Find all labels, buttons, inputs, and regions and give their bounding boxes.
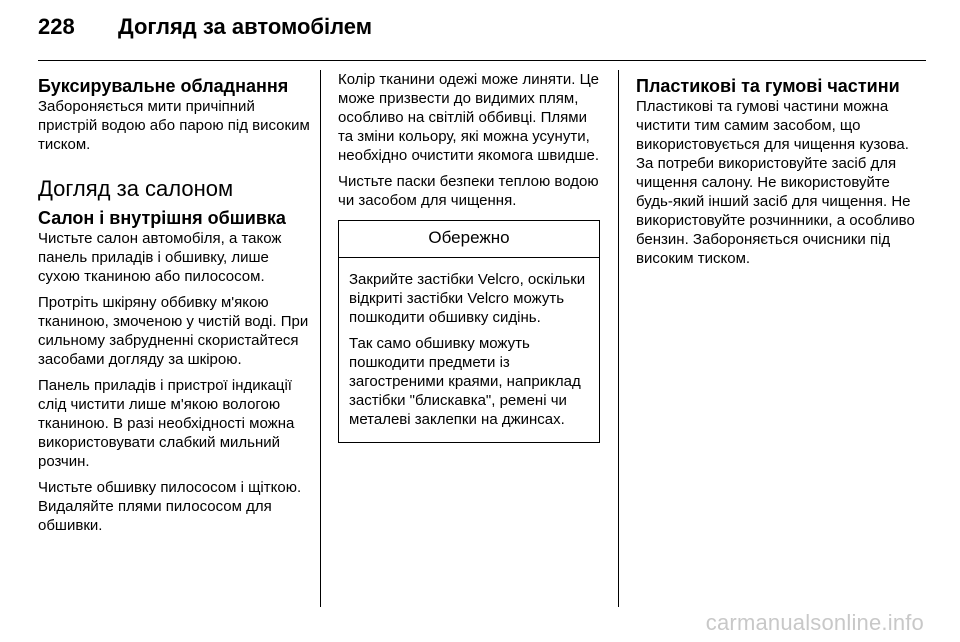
towing-text: Забороняється мити причіпний пристрій водою або парою під високим тиском. <box>38 98 310 153</box>
column-3 <box>636 70 926 275</box>
page-number: 228 <box>38 14 75 39</box>
plastic-paragraph: Пластикові та гумові частини можна чистити тим самим засобом, що використовується для чищення кузова. За потреби використовуйте засіб для чищення салону. Не використовуйте будь-який інший засіб для чищення. Не використовуйте розчинники, а особливо бензин. Забороняється очисники під високим тиском. <box>636 98 915 267</box>
section-heading: Догляд за салоном <box>38 176 234 201</box>
fabric-paragraph: Колір тканини одежі може линяти. Це може призвести до видимих плям, особливо на світлій оббивці. Плями та зміни кольору, які можна усунути, необхідно очистити якомога швидше. <box>338 71 600 164</box>
interior-paragraph-3: Панель приладів і пристрої індикації слід чистити лише м'якою вологою тканиною. В разі необхідності можна використовувати слабкий мильний розчин. <box>38 377 295 470</box>
column-2 <box>338 70 602 443</box>
interior-paragraph-4: Чистьте обшивку пилососом і щіткою. Видаляйте плями пилососом для обшивки. <box>38 479 302 534</box>
column-divider-2 <box>618 70 619 607</box>
running-title: Догляд за автомобілем <box>118 14 373 39</box>
caution-title: Обережно <box>339 221 599 258</box>
caution-box <box>338 220 600 443</box>
column-1 <box>38 70 310 542</box>
seatbelt-paragraph: Чистьте паски безпеки теплою водою чи засобом для чищення. <box>338 173 599 209</box>
column-divider-1 <box>320 70 321 607</box>
caution-paragraph-1: Закрийте застібки Velcro, оскільки відкриті застібки Velcro можуть пошкодити обшивку сидінь. <box>349 271 586 326</box>
interior-paragraph-1: Чистьте салон автомобіля, а також панель приладів і обшивку, лише сухою тканиною або пилососом. <box>38 230 282 285</box>
watermark: carmanualsonline.info <box>705 610 924 635</box>
interior-paragraph-2: Протріть шкіряну оббивку м'якою тканиною, змоченою у чистій воді. При сильному забрудненні скористайтеся засобами догляду за шкірою. <box>38 294 309 368</box>
caution-paragraph-2: Так само обшивку можуть пошкодити предмети із загостреними краями, наприклад застібки "блискавка", ремені чи металеві заклепки на джинсах. <box>349 335 581 428</box>
interior-heading: Салон і внутрішня обшивка <box>38 208 286 228</box>
header-rule <box>38 60 926 61</box>
caution-body <box>339 258 599 442</box>
towing-heading: Буксирувальне обладнання <box>38 76 289 96</box>
page-header <box>38 14 372 50</box>
plastic-heading: Пластикові та гумові частини <box>636 76 900 96</box>
